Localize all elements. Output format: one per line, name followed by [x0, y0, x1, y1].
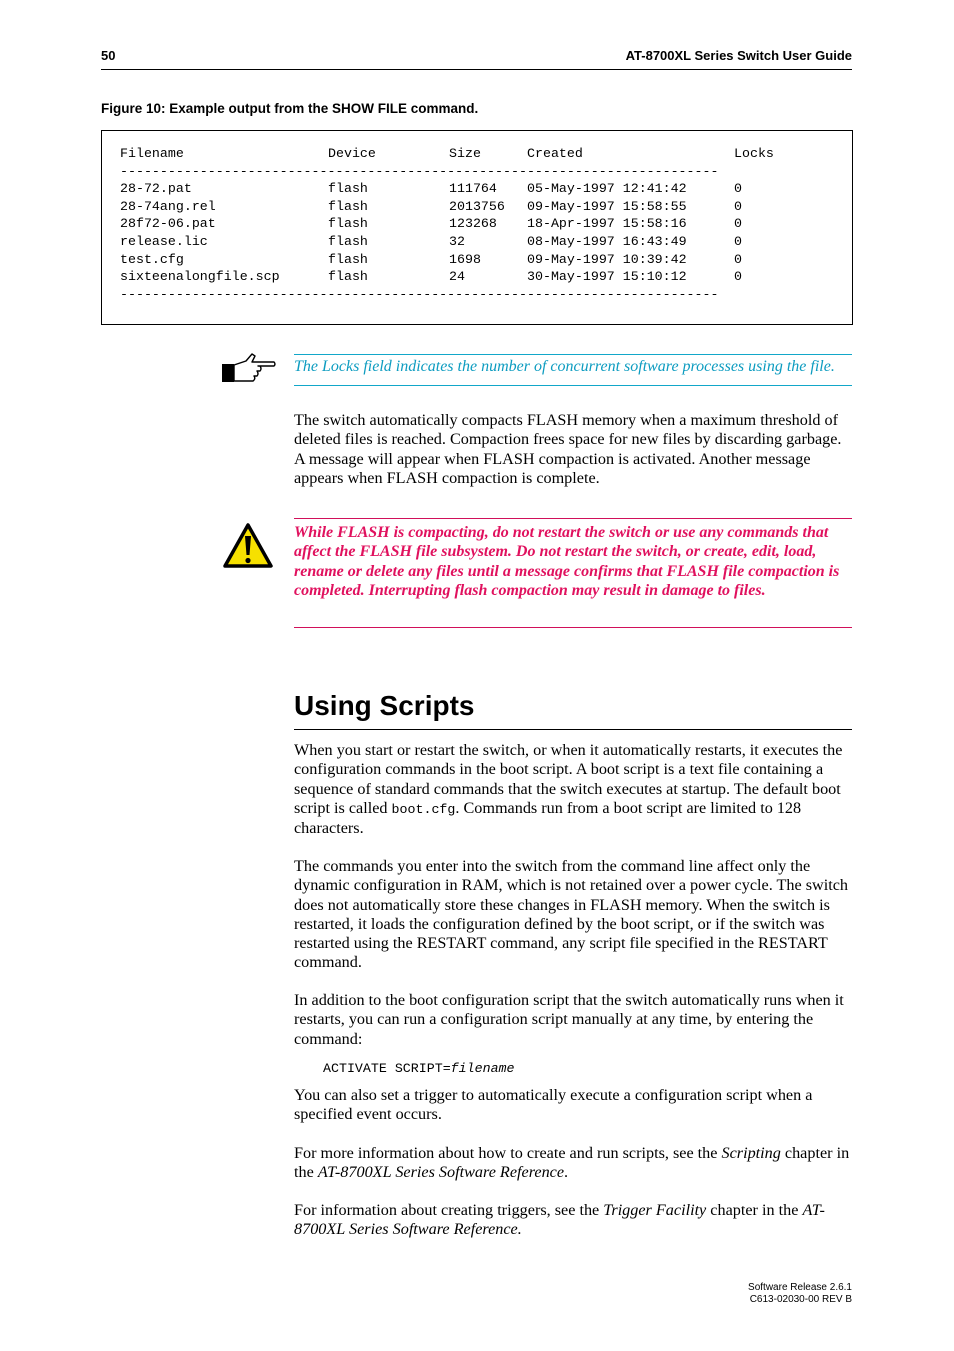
page-header	[101, 47, 852, 70]
cell-created: 30-May-1997 15:10:12	[527, 269, 687, 285]
section-heading	[294, 689, 852, 730]
cell-created: 18-Apr-1997 15:58:16	[527, 216, 687, 232]
code-output	[120, 145, 774, 303]
caution-icon	[222, 522, 274, 570]
pointing-hand-icon	[220, 352, 276, 386]
cell-size: 1698	[449, 251, 481, 267]
separator-line: ---------------------------------------------------------------------------	[120, 286, 719, 302]
cell-locks: 0	[734, 233, 742, 249]
cell-filename: release.lic	[120, 233, 208, 249]
running-title: AT-8700XL Series Switch User Guide	[625, 48, 852, 63]
cell-created: 09-May-1997 10:39:42	[527, 251, 687, 267]
cell-locks: 0	[734, 269, 742, 285]
command-text: ACTIVATE SCRIPT=	[323, 1061, 451, 1076]
section-title: Using Scripts	[294, 690, 475, 721]
command-argument: filename	[450, 1061, 515, 1076]
cell-device: flash	[328, 269, 368, 285]
cell-locks: 0	[734, 216, 742, 232]
cell-device: flash	[328, 233, 368, 249]
cell-size: 2013756	[449, 198, 505, 214]
paragraph-trigger-ref	[294, 1201, 854, 1240]
paragraph-manual-script: In addition to the boot configuration script that the switch automatically runs when it restarts, you can run a configuration script manually at any time, by entering the command:	[294, 991, 844, 1048]
command-example	[323, 1061, 515, 1076]
note-callout	[294, 354, 852, 386]
paragraph-boot-script	[294, 741, 854, 838]
text-run: .	[564, 1163, 569, 1182]
warning-text: While FLASH is compacting, do not restart the switch or use any commands that affect the FLASH file subsystem. Do not restart the switch, or create, edit, load, rename or delete any files until a message confirms that FLASH file compaction is completed. Interrupting flash compaction may result in damage to files.	[294, 524, 840, 599]
col-header: Created	[527, 146, 583, 161]
col-header: Filename	[120, 146, 184, 161]
separator-line: ---------------------------------------------------------------------------	[120, 163, 719, 179]
cell-locks: 0	[734, 251, 742, 267]
cell-size: 111764	[449, 181, 497, 197]
cell-size: 32	[449, 233, 465, 249]
text-run: chapter in the	[706, 1201, 803, 1219]
cell-created: 08-May-1997 16:43:49	[527, 233, 687, 249]
col-header: Device	[328, 146, 376, 161]
col-header: Size	[449, 146, 481, 161]
show-file-output	[101, 130, 853, 325]
ref-book: AT-8700XL Series Software Reference	[317, 1163, 565, 1182]
paragraph-compaction: The switch automatically compacts FLASH memory when a maximum threshold of deleted files is reached. Compaction frees space for new files by discarding garbage. A message will appear when FLASH compaction is activated. Another message appears when FLASH compaction is complete.	[294, 411, 842, 487]
cell-locks: 0	[734, 198, 742, 214]
cell-created: 05-May-1997 12:41:42	[527, 181, 687, 197]
cell-size: 24	[449, 269, 465, 285]
cell-filename: test.cfg	[120, 251, 184, 267]
cell-filename: 28f72-06.pat	[120, 216, 216, 232]
text-run: . Commands run from a boot script are limited to 128 characters.	[294, 798, 802, 838]
cell-device: flash	[328, 181, 368, 197]
warning-callout	[294, 518, 852, 628]
cell-device: flash	[328, 216, 368, 232]
release-text: Software Release 2.6.1	[748, 1282, 852, 1293]
page-footer	[748, 1282, 852, 1306]
cell-filename: sixteenalongfile.scp	[120, 269, 280, 285]
text-run: chapter in the	[294, 1144, 850, 1182]
cell-filename: 28-74ang.rel	[120, 198, 216, 214]
text-run: For information about creating triggers, see the	[294, 1201, 604, 1219]
cell-filename: 28-72.pat	[120, 181, 192, 197]
doc-number: C613-02030-00 REV B	[749, 1294, 852, 1305]
paragraph-trigger: You can also set a trigger to automatically execute a configuration script when a specified event occurs.	[294, 1086, 813, 1124]
figure-caption: Figure 10: Example output from the SHOW FILE command.	[101, 101, 479, 116]
note-text: The Locks field indicates the number of concurrent software processes using the file.	[294, 358, 835, 375]
paragraph-scripting-ref	[294, 1144, 854, 1183]
page-number: 50	[101, 48, 116, 63]
inline-code: boot.cfg	[391, 801, 456, 817]
cell-device: flash	[328, 251, 368, 267]
ref-chapter: Trigger Facility	[603, 1201, 707, 1219]
cell-created: 09-May-1997 15:58:55	[527, 198, 687, 214]
text-run: When you start or restart the switch, or when it automatically restarts, it executes the configuration commands in the boot script. A boot script is a text file containing a sequence of standard commands that the switch executes at startup. The default boot script is called	[294, 741, 843, 817]
text-run: For more information about how to create and run scripts, see the	[294, 1144, 722, 1162]
cell-locks: 0	[734, 181, 742, 197]
cell-device: flash	[328, 198, 368, 214]
ref-book: AT-8700XL Series Software Reference.	[294, 1201, 825, 1239]
paragraph-dynamic-config: The commands you enter into the switch from the command line affect only the dynamic configuration in RAM, which is not retained over a power cycle. The switch does not automatically store these changes in FLASH memory. When the switch is restarted, it loads the configuration defined by the boot script, or if the switch was restarted using the RESTART command, any script file specified in the RESTART command.	[294, 857, 848, 972]
cell-size: 123268	[449, 216, 497, 232]
ref-chapter: Scripting	[721, 1144, 781, 1162]
col-header: Locks	[734, 146, 774, 161]
